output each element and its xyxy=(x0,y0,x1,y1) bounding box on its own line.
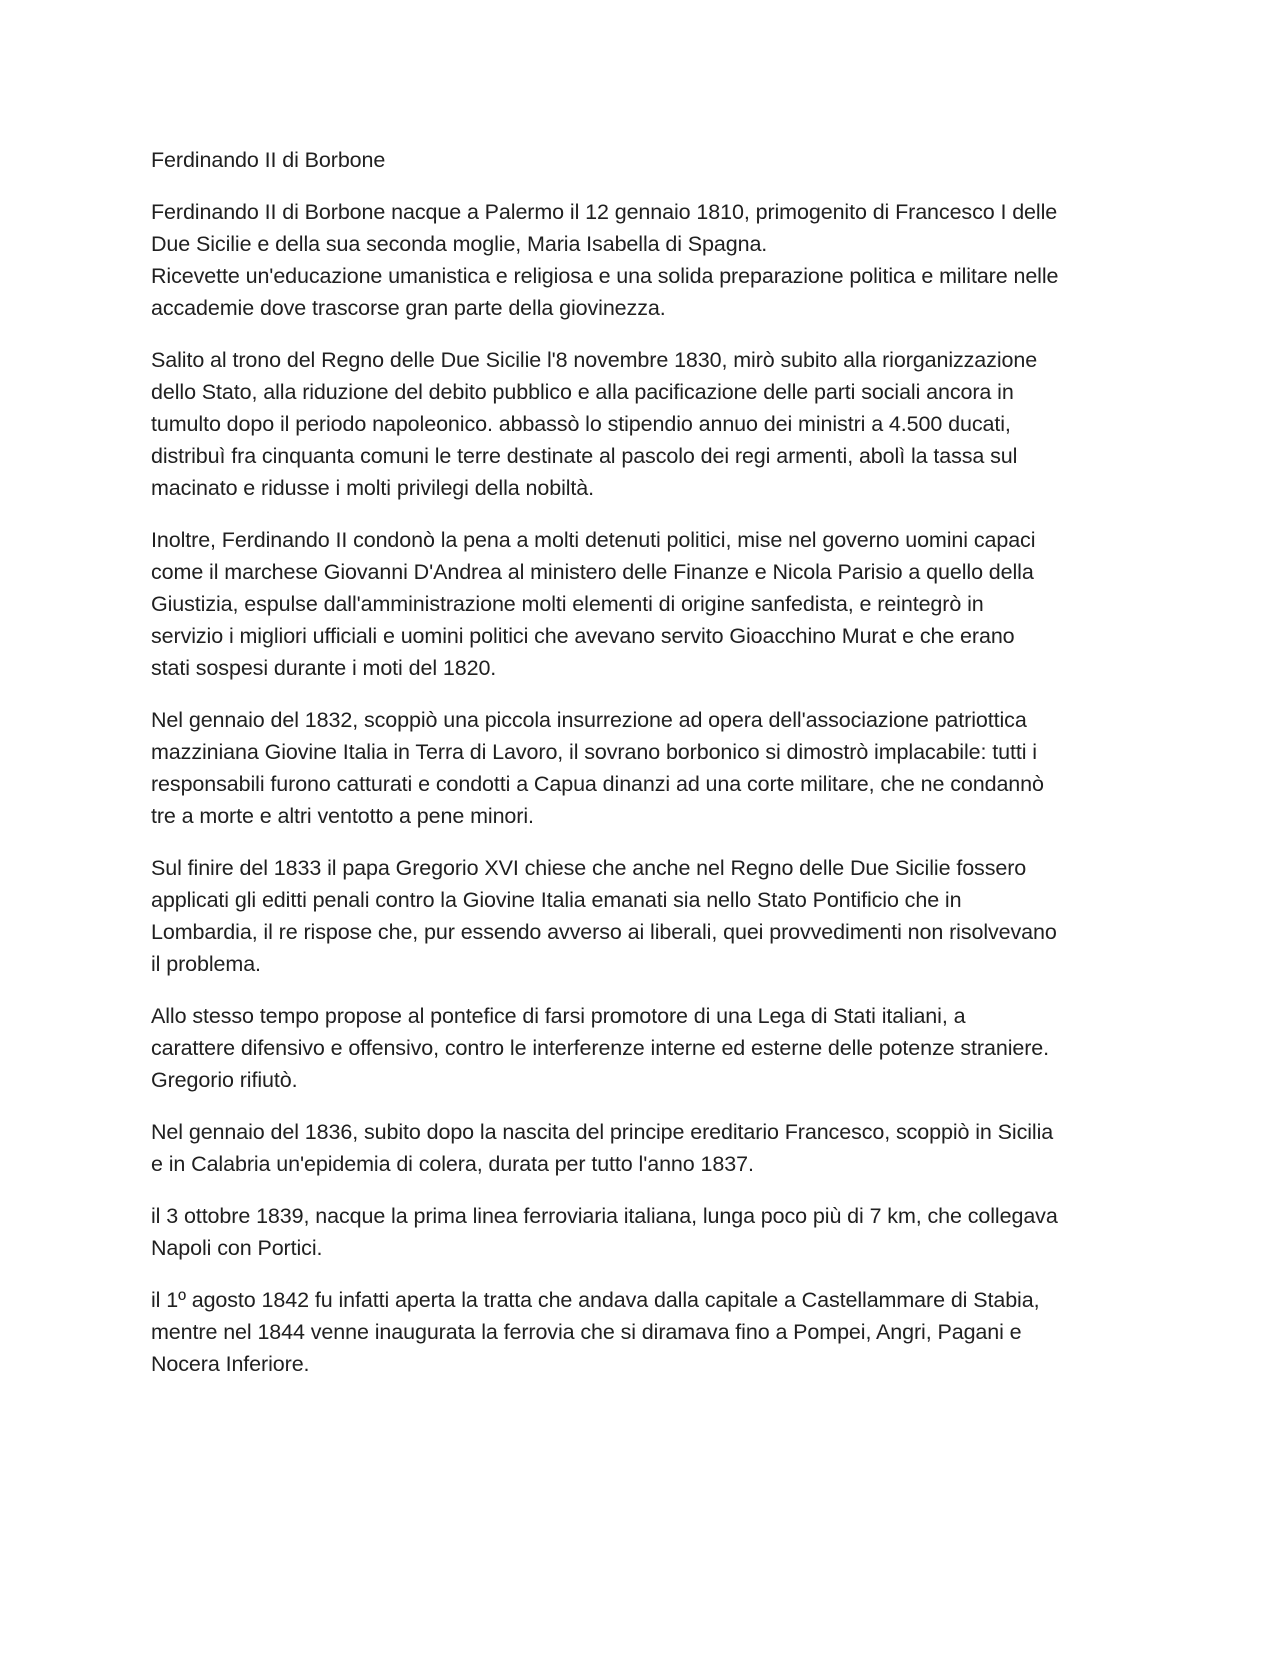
document-title: Ferdinando II di Borbone xyxy=(151,148,386,172)
paragraph-birth xyxy=(151,196,1141,324)
paragraph-insurrection xyxy=(151,704,1141,832)
text-line: Nel gennaio del 1832, scoppiò una piccola insurrezione ad opera dell'associazione patriottica xyxy=(151,708,1027,732)
text-line: Giustizia, espulse dall'amministrazione molti elementi di origine sanfedista, e reintegrò in xyxy=(151,592,984,616)
text-line: Ricevette un'educazione umanistica e religiosa e una solida preparazione politica e militare nelle xyxy=(151,264,1059,288)
paragraph-pope xyxy=(151,852,1141,980)
document-page xyxy=(151,144,1141,1400)
text-line: carattere difensivo e offensivo, contro le interferenze interne ed esterne delle potenze straniere. xyxy=(151,1036,1050,1060)
text-line: Due Sicilie e della sua seconda moglie, Maria Isabella di Spagna. xyxy=(151,232,768,256)
text-line: servizio i migliori ufficiali e uomini politici che avevano servito Gioacchino Murat e che erano xyxy=(151,624,1015,648)
text-line: Ferdinando II di Borbone nacque a Palermo il 12 gennaio 1810, primogenito di Francesco I delle xyxy=(151,200,1058,224)
text-line: mentre nel 1844 venne inaugurata la ferrovia che si diramava fino a Pompei, Angri, Pagani e xyxy=(151,1320,1022,1344)
text-line: distribuì fra cinquanta comuni le terre destinate al pascolo dei regi armenti, abolì la tassa sul xyxy=(151,444,1018,468)
text-line: e in Calabria un'epidemia di colera, durata per tutto l'anno 1837. xyxy=(151,1152,754,1176)
text-line: applicati gli editti penali contro la Giovine Italia emanati sia nello Stato Pontificio che in xyxy=(151,888,962,912)
text-line: il problema. xyxy=(151,952,261,976)
text-line: macinato e ridusse i molti privilegi della nobiltà. xyxy=(151,476,595,500)
text-line: Napoli con Portici. xyxy=(151,1236,323,1260)
text-line: Sul finire del 1833 il papa Gregorio XVI chiese che anche nel Regno delle Due Sicilie fossero xyxy=(151,856,1027,880)
paragraph-league xyxy=(151,1000,1141,1096)
paragraph-railway-extension xyxy=(151,1284,1141,1380)
paragraph-reforms xyxy=(151,524,1141,684)
text-line: tre a morte e altri ventotto a pene minori. xyxy=(151,804,534,828)
text-line: dello Stato, alla riduzione del debito pubblico e alla pacificazione delle parti sociali ancora in xyxy=(151,380,1014,404)
text-line: Nocera Inferiore. xyxy=(151,1352,310,1376)
text-line: tumulto dopo il periodo napoleonico. abbassò lo stipendio annuo dei ministri a 4.500 ducati, xyxy=(151,412,1011,436)
text-line: Inoltre, Ferdinando II condonò la pena a molti detenuti politici, mise nel governo uomini capaci xyxy=(151,528,1036,552)
text-line: Lombardia, il re rispose che, pur essendo avverso ai liberali, quei provvedimenti non risolvevano xyxy=(151,920,1057,944)
text-line: il 1º agosto 1842 fu infatti aperta la tratta che andava dalla capitale a Castellammare di Stabia, xyxy=(151,1288,1040,1312)
paragraph-railway xyxy=(151,1200,1141,1264)
text-line: Nel gennaio del 1836, subito dopo la nascita del principe ereditario Francesco, scoppiò in Sicilia xyxy=(151,1120,1054,1144)
paragraph-throne xyxy=(151,344,1141,504)
text-line: Salito al trono del Regno delle Due Sicilie l'8 novembre 1830, mirò subito alla riorganizzazione xyxy=(151,348,1038,372)
text-line: Gregorio rifiutò. xyxy=(151,1068,298,1092)
text-line: Allo stesso tempo propose al pontefice di farsi promotore di una Lega di Stati italiani, a xyxy=(151,1004,966,1028)
text-line: stati sospesi durante i moti del 1820. xyxy=(151,656,497,680)
text-line: mazziniana Giovine Italia in Terra di Lavoro, il sovrano borbonico si dimostrò implacabile: tutti i xyxy=(151,740,1037,764)
text-line: responsabili furono catturati e condotti a Capua dinanzi ad una corte militare, che ne condannò xyxy=(151,772,1044,796)
text-line: come il marchese Giovanni D'Andrea al ministero delle Finanze e Nicola Parisio a quello della xyxy=(151,560,1034,584)
paragraph-cholera xyxy=(151,1116,1141,1180)
text-line: il 3 ottobre 1839, nacque la prima linea ferroviaria italiana, lunga poco più di 7 km, che collegava xyxy=(151,1204,1058,1228)
text-line: accademie dove trascorse gran parte della giovinezza. xyxy=(151,296,666,320)
